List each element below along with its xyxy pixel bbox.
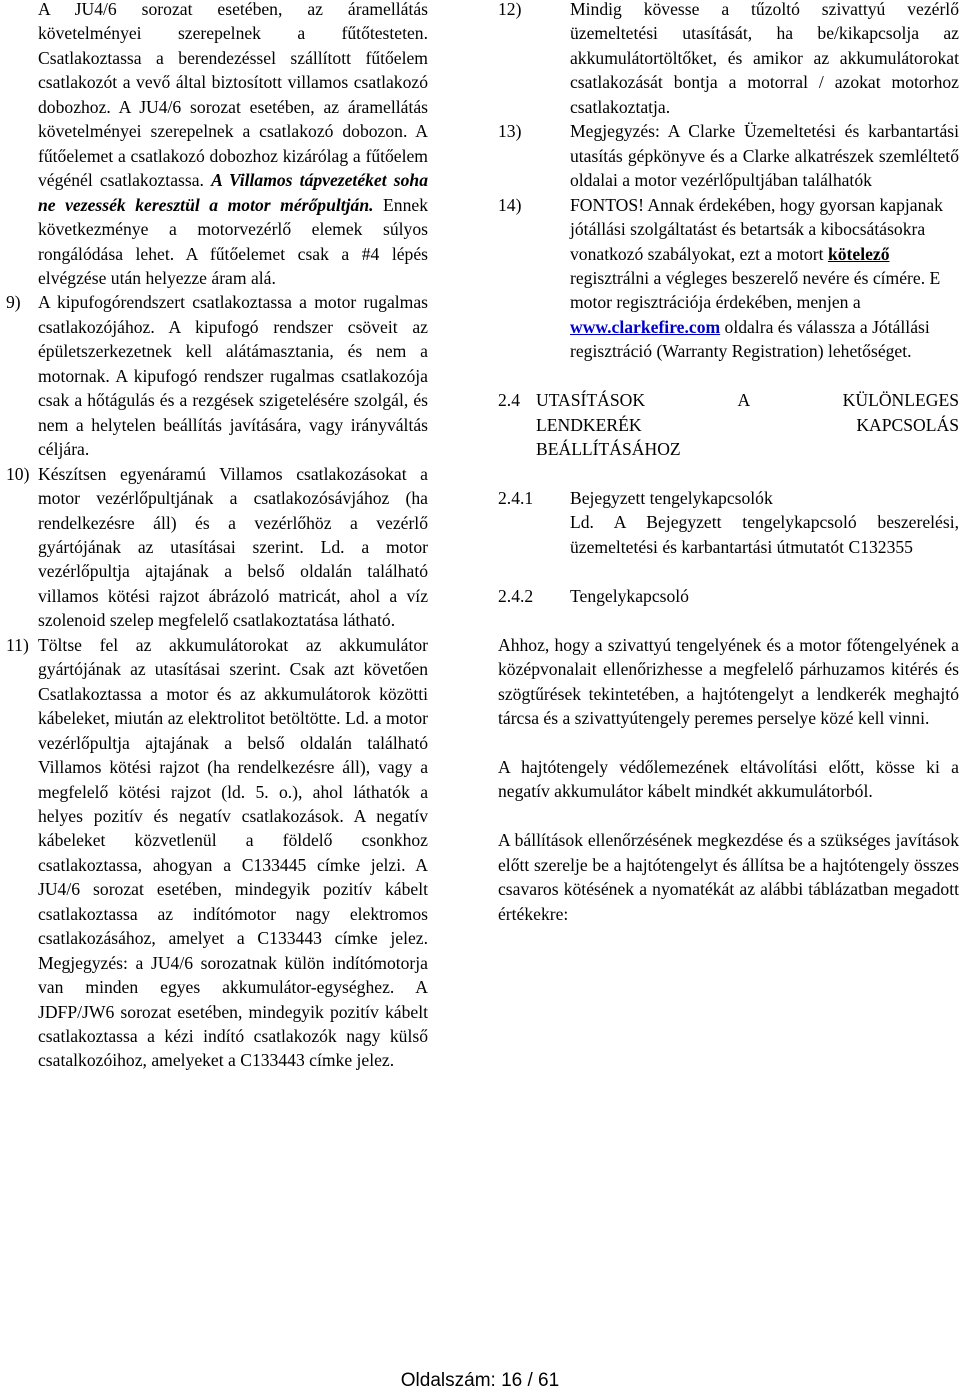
item-text: [570, 193, 959, 364]
left-column: [6, 0, 428, 1073]
intro-text-continued: Ennek következménye a motorvezérlő elemek súlyos rongálódása lehet. A fűtőelemet csak a #4 lépés elvégzése után helyezze áram alá.: [38, 194, 428, 288]
subsection-2-4-2: [498, 584, 959, 608]
page-number: Oldalszám: 16 / 61: [400, 1370, 560, 1391]
alignment-paragraph: Ahhoz, hogy a szivattyú tengelyének és a motor főtengelyének a középvonalait ellenőrizhesse a megfelelő párhuzamos kitérés és szögtűrések tekintetében, a hajtótengelyt a lendkerék meghajtó tárcsa és a szivattyútengely peremes perselye közé kell vinni.: [498, 634, 959, 729]
subsection-2-4-1: [498, 486, 959, 559]
title-word: A: [737, 390, 751, 411]
intro-text: A JU4/6 sorozat esetében, az áramellátás követelményei szerepelnek a fűtőtesteten. Csatlakoztassa a berendezéssel szállított fűtőelem csatlakozót a vevő által biztosított villamos csatlakozó dobozhoz. A JU4/6 sorozat esetében, az áramellátás követelményei szerepelnek a csatlakozó dobozon. A fűtőelemet a csatlakozó dobozhoz kizárólag a fűtőelem végénél csatlakoztassa.: [38, 0, 428, 191]
item-text: Készítsen egyenáramú Villamos csatlakozásokat a motor vezérlőpultjának a csatlakozósávjához (ha rendelkezésre áll) és a vezérlőhöz a vezérlő gyártójának az utasításai szerint. Ld. a motor vezérlőpultja ajtajának a belső oldalán található villamos kötési rajzot ábrázoló matricát, ahol a víz szolenoid szelep megfelelő csatlakoztatása látható.: [38, 463, 428, 631]
list-item-14: [498, 193, 959, 364]
section-heading: [498, 388, 959, 461]
item-number: 13): [498, 121, 522, 142]
clarkefire-link[interactable]: www.clarkefire.com: [570, 316, 721, 337]
item-text: Mindig kövesse a tűzoltó szivattyú vezérlő üzemeltetési utasítását, ha be/kikapcsolja az akkumulátortöltőket, és amikor az akkumulátorokat csatlakozását bontja a motorral / azokat motorhoz csatlakoztatja.: [570, 0, 959, 117]
battery-paragraph: A hajtótengely védőlemezének eltávolítási előtt, kösse ki a negatív akkumulátor kábelt mindkét akkumulátorból.: [498, 756, 959, 802]
title-word: KÜLÖNLEGES: [842, 390, 959, 411]
list-item-12: [498, 0, 959, 119]
item-text: Töltse fel az akkumulátorokat az akkumulátor gyártójának az utasításai szerint. Csak azt követően Csatlakoztassa a motor és az akkumulátorok közötti kábeleket, miután az elektrolitot betöltötte. Ld. a motor vezérlőpultja ajtajának a belső oldalán található Villamos kötési rajzot (ha rendelkezésre áll), vagy a megfelelő kötési rajzot (ld. 5. o.), ahol láthatók a helyes pozitív és negatív csatlakozások. A negatív kábeleket közvetlenül a földelő csonkhoz csatlakoztassa, ahogyan a C133445 címke jelzi. A JU4/6 sorozat esetében, mindegyik pozitív kábelt csatlakoztassa az indítómotor nagy elektromos csatlakozásához, amelyet a C133443 címke jelez. Megjegyzés: a JU4/6 sorozatnak külön indítómotorja van minden egyes akkumulátor-egységhez. A JDFP/JW6 sorozat esetében, mindegyik pozitív kábelt csatlakoztassa a kézi indító csatlakozók nagy külső csatalkozóihoz, amelyeket a C133443 címke jelez.: [38, 634, 428, 1071]
subsection-number: 2.4.2: [498, 585, 534, 606]
item-text-part: regisztrálni a végleges beszerelő nevére és címére. E motor regisztrációja érdekében, menjen a: [570, 267, 941, 313]
subsection-text: Ld. A Bejegyzett tengelykapcsoló beszerelési, üzemeltetési és karbantartási útmutatót C132355: [570, 512, 959, 557]
item-text: A kipufogórendszert csatlakoztassa a motor rugalmas csatlakozójához. A kipufogó rendszer csöveit az épületszerkezetnek kell alátámasztania, és nem a motornak. A kipufogó rendszer rugalmas csatlakozója csak a hőtágulás és a rezgések szigetelésére szolgál, és nem a helytelen beállítás javítására, vagy irányváltás céljára.: [38, 292, 428, 460]
title-word: KAPCSOLÁS: [856, 414, 959, 435]
list-item-10: [6, 462, 428, 633]
subsection-title: Tengelykapcsoló: [570, 585, 689, 606]
subsection-title: Bejegyzett tengelykapcsolók: [570, 488, 773, 509]
item-text-part: FONTOS! Annak érdekében, hogy gyorsan kapjanak jótállási szolgáltatást és betartsák a kibocsátásokra vonatkozó szabályokat, ezt a motort: [570, 194, 943, 264]
list-item-11: [6, 633, 428, 1073]
item-number: 9): [6, 292, 21, 313]
subsection-number: 2.4.1: [498, 488, 534, 509]
list-item-13: [498, 119, 959, 192]
item-number: 11): [6, 634, 29, 655]
intro-warning-text: A Villamos tápvezetéket soha ne vezessék keresztül a motor mérőpultján.: [38, 170, 428, 215]
mandatory-emphasis: kötelező: [827, 243, 890, 264]
title-word: LENDKERÉK: [536, 414, 642, 435]
item-number: 10): [6, 463, 30, 484]
intro-paragraph: [6, 0, 428, 290]
item-text-part: oldalra és válassza a Jótállási regisztráció (Warranty Registration) lehetőséget.: [570, 316, 930, 362]
item-number: 14): [498, 194, 522, 215]
section-title: [536, 388, 959, 461]
torque-paragraph: A bállítások ellenőrzésének megkezdése és a szükséges javítások előtt szerelje be a hajtótengelyt és állítsa be a hajtótengely összes csavaros kötésének a nyomatékát az alábbi táblázatban megadott értékekre:: [498, 830, 959, 924]
right-column: [498, 0, 959, 926]
item-text: Megjegyzés: A Clarke Üzemeltetési és karbantartási utasítás gépkönyve és a Clarke alkatrészek szemléltető oldalai a motor vezérlőpultjában találhatók: [570, 121, 959, 191]
list-item-9: [6, 290, 428, 461]
section-number: 2.4: [498, 390, 520, 411]
title-word: UTASÍTÁSOK: [536, 390, 646, 411]
item-number: 12): [498, 0, 522, 19]
title-word: BEÁLLÍTÁSÁHOZ: [536, 439, 681, 460]
